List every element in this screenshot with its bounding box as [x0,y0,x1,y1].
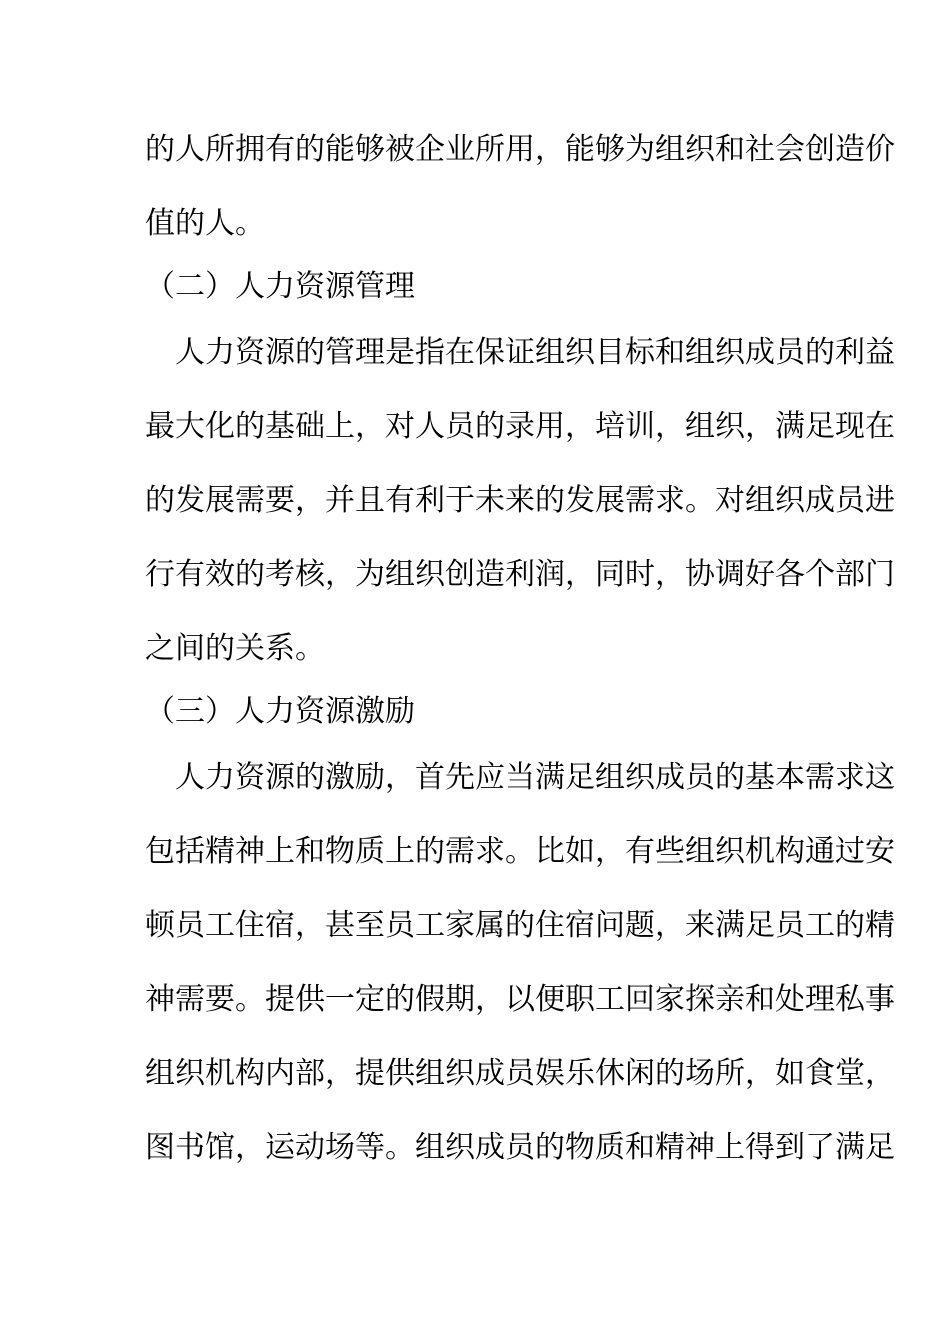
section-heading: （三）人力资源激励 [145,694,415,729]
paragraph-line: 的发展需要，并且有利于未来的发展需求。对组织成员进 [145,483,895,518]
paragraph-line: 最大化的基础上，对人员的录用，培训，组织，满足现在 [145,409,895,444]
paragraph-line: 的人所拥有的能够被企业所用，能够为组织和社会创造价 [145,132,895,167]
paragraph-line: 人力资源的激励，首先应当满足组织成员的基本需求这 [145,760,895,795]
paragraph-line: 图书馆，运动场等。组织成员的物质和精神上得到了满足 [145,1130,895,1165]
paragraph-line: 包括精神上和物质上的需求。比如，有些组织机构通过安 [145,834,895,869]
paragraph-line: 人力资源的管理是指在保证组织目标和组织成员的利益 [145,335,895,370]
paragraph-line: 顿员工住宿，甚至员工家属的住宿问题，来满足员工的精 [145,908,895,943]
paragraph-line: 组织机构内部，提供组织成员娱乐休闲的场所，如食堂， [145,1056,895,1091]
paragraph-line: 值的人。 [145,206,265,241]
paragraph-line: 神需要。提供一定的假期，以便职工回家探亲和处理私事 [145,982,895,1017]
paragraph-line: 之间的关系。 [145,631,325,666]
section-heading: （二）人力资源管理 [145,269,415,304]
paragraph-line: 行有效的考核，为组织创造利润，同时，协调好各个部门 [145,557,895,592]
